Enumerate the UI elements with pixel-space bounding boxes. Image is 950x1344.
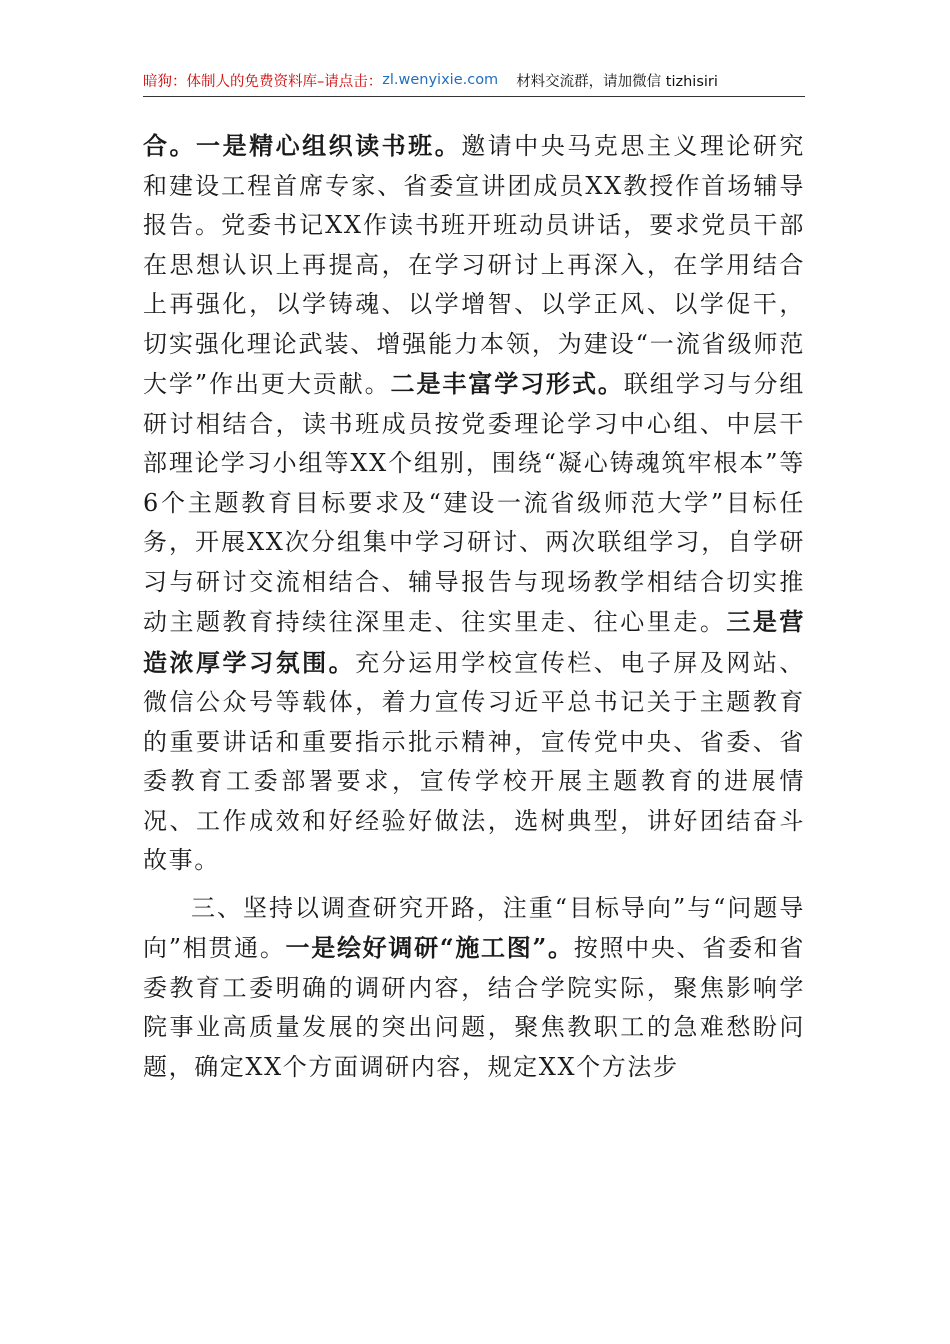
p1-bold-2: 二是丰富学习形式。 — [390, 369, 624, 398]
p1-text-2: 邀请中央马克思主义理论研究和建设工程首席专家、省委宣讲团成员XX教授作首场辅导报告。党委书记XX作读书班开班动员讲话，要求党员干部在思想认识上再提高，在学习研讨上再深入，在学用结合上再强化，以学铸魂、以学增智、以学正风、以学促干，切实强化理论武装、增强能力本领，为建设“一流省级师范大学”作出更大贡献。 — [143, 132, 806, 398]
paragraph-2 — [143, 889, 805, 1088]
p1-text-1: 合。 — [143, 131, 197, 160]
p1-bold-1: 一是精心组织读书班。 — [196, 131, 462, 160]
p2-text-1: 三、坚持以调查研究开路，注重“目标导向”与“问题导向”相贯通。 — [143, 893, 805, 962]
page-header — [143, 64, 805, 97]
header-click-prefix: –请点击： — [317, 73, 383, 90]
p1-text-3: 联组学习与分组研讨相结合，读书班成员按党委理论学习中心组、中层干部理论学习小组等XX个组别，围绕“凝心铸魂筑牢根本”等6个主题教育目标要求及“建设一流省级师范大学”目标任务，开展XX次分组集中学习研讨、两次联组学习，自学研习与研讨交流相结合、辅导报告与现场教学相结合切实推动主题教育持续往深里走、往实里走、往心里走。 — [143, 370, 805, 636]
header-url-link[interactable]: zl.wenyixie.com — [382, 72, 499, 88]
p2-bold-1: 一是绘好调研“施工图”。 — [285, 933, 574, 962]
p2-text-2: 按照中央、省委和省委教育工委明确的调研内容，结合学院实际，聚焦影响学院事业高质量发展的突出问题，聚焦教职工的急难愁盼问题，确定XX个方面调研内容，规定XX个方法步 — [143, 934, 805, 1081]
paragraph-1 — [143, 126, 805, 881]
p1-text-4: 充分运用学校宣传栏、电子屏及网站、微信公众号等载体，着力宣传习近平总书记关于主题教育的重要讲话和重要指示批示精神，宣传党中央、省委、省委教育工委部署要求，宣传学校开展主题教育的进展情况、工作成效和好经验好做法，选树典型，讲好团结奋斗故事。 — [143, 648, 805, 874]
header-site-name: 暗狗：体制人的免费资料库 — [143, 73, 317, 90]
header-group-text: 材料交流群，请加微信 tizhisiri — [516, 73, 718, 90]
p1-bold-3: 三是营造浓厚学习氛围。 — [143, 607, 805, 677]
document-body — [143, 126, 805, 1087]
